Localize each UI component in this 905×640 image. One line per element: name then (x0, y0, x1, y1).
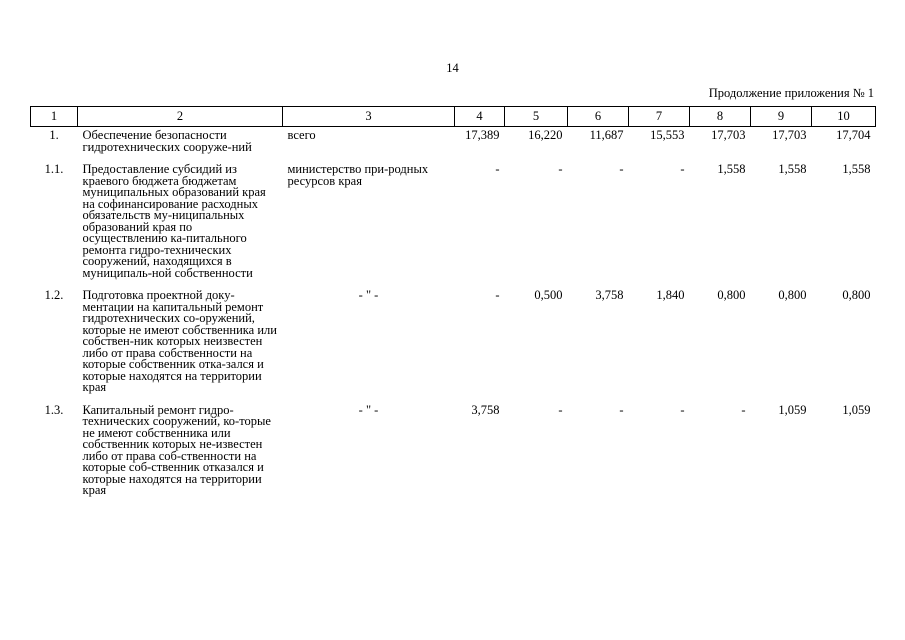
table-row (31, 127, 876, 162)
row-value: 11,687 (589, 128, 624, 142)
header-cell: 1 (31, 107, 78, 127)
row-value: 0,800 (717, 288, 746, 302)
row-value: 17,703 (711, 128, 746, 142)
row-value: 1,059 (778, 402, 807, 417)
row-value: 15,553 (650, 128, 685, 142)
row-value: 17,389 (465, 128, 500, 142)
continuation-label: Продолжение приложения № 1 (708, 86, 874, 100)
header-cell: 7 (629, 107, 690, 127)
header-cell: 3 (283, 107, 455, 127)
row-value: - (619, 402, 624, 417)
row-value: - (680, 162, 685, 176)
program-table (30, 106, 876, 505)
row-value: 3,758 (595, 288, 624, 302)
row-name: Обеспечение безопасности гидротехнических сооруже-ний (82, 128, 252, 154)
table-row (31, 161, 876, 287)
page-number: 14 (446, 61, 459, 75)
row-value: 1,558 (717, 162, 746, 176)
header-cell: 6 (568, 107, 629, 127)
row-number: 1.2. (44, 288, 64, 302)
row-name: Предоставление субсидий из краевого бюджета бюджетам муниципальных образований края на софинансирование расходных обязательств му-ниципальных образований края по осуществлению ка-питального ремонта гидро-технических сооружений, находящихся в муниципаль-ной собственности (82, 162, 266, 280)
row-value: 1,558 (778, 162, 807, 176)
header-cell: 8 (690, 107, 751, 127)
row-value: 3,758 (471, 402, 500, 417)
row-value: - (558, 162, 563, 176)
row-value: 17,704 (836, 128, 871, 142)
table-row (31, 402, 876, 505)
row-value: 16,220 (528, 128, 563, 142)
row-value: - (558, 402, 563, 417)
row-executor: - " - (358, 288, 379, 302)
row-value: - (741, 402, 746, 417)
row-number: 1. (49, 128, 59, 142)
header-cell: 9 (751, 107, 812, 127)
header-cell: 2 (78, 107, 283, 127)
header-cell: 10 (812, 107, 876, 127)
row-value: 1,059 (842, 402, 871, 417)
row-value: - (680, 402, 685, 417)
row-value: 1,840 (656, 288, 685, 302)
row-value: 1,558 (842, 162, 871, 176)
row-value: 0,800 (842, 288, 871, 302)
row-value: 17,703 (772, 128, 807, 142)
row-value: - (495, 288, 500, 302)
header-cell: 5 (505, 107, 568, 127)
row-executor: всего (287, 128, 316, 142)
header-row (31, 107, 876, 127)
row-value: 0,500 (534, 288, 563, 302)
table-row (31, 287, 876, 402)
row-executor: - " - (358, 402, 379, 417)
header-cell: 4 (455, 107, 505, 127)
row-number: 1.3. (44, 402, 64, 417)
row-value: - (619, 162, 624, 176)
row-name: Капитальный ремонт гидро-технических сооружений, ко-торые не имеют собственника или собственник которых не-известен либо от права соб-ственности на которые соб-ственник отказался и которые находятся на территории края (82, 402, 271, 497)
row-value: - (495, 162, 500, 176)
row-executor: министерство при-родных ресурсов края (287, 162, 429, 188)
row-number: 1.1. (44, 162, 64, 176)
row-value: 0,800 (778, 288, 807, 302)
row-name: Подготовка проектной доку-ментации на капитальный ремонт гидротехнических со-оружений, которые не имеют собственника или собствен-ник которых неизвестен либо от права собственности на которые собственник отка-зался и которые находятся на территории края (82, 288, 277, 394)
